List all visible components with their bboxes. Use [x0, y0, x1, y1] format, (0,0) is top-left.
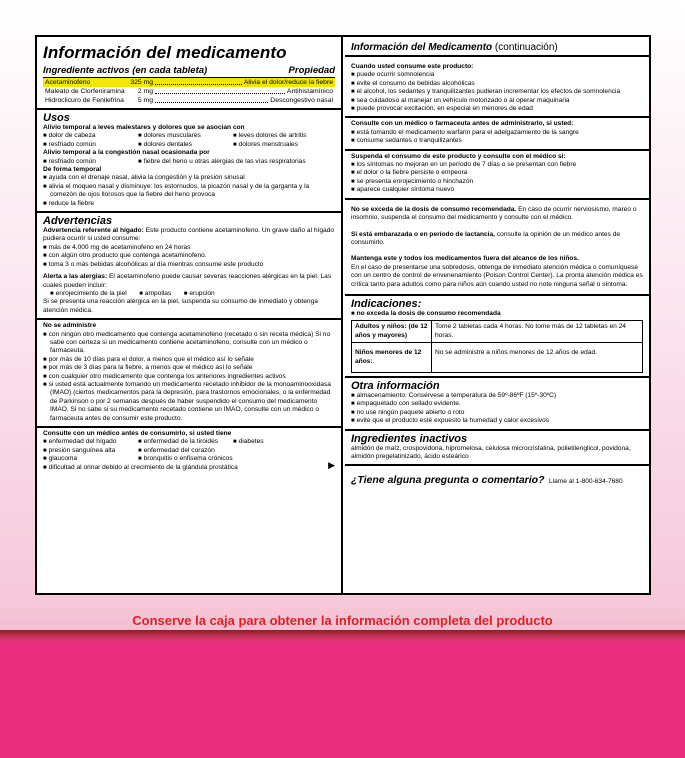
- list-item: ■ fiebre del heno u otras alergias de las vías respiratorias: [138, 158, 318, 166]
- stop-use-section: [345, 151, 649, 200]
- list-item: ■ el alcohol, los sedantes y tranquilizantes pudieran incrementar los efectos de somnolencia: [351, 88, 643, 96]
- ingredient-name: Hidroclicuro de Fenilefrina: [45, 97, 124, 104]
- leader-dots: [155, 78, 242, 85]
- table-cell-value: Tome 2 tabletas cada 4 horas. No tome más de 12 tabletas en 24 horas.: [432, 321, 643, 343]
- right-title-cont: (continuación): [494, 42, 558, 53]
- directions-table: [351, 320, 643, 373]
- list-item: ■ enfermedad de la tiroides: [138, 438, 233, 446]
- leader-dots: [155, 96, 268, 103]
- table-cell-value: No se administre a niños menores de 12 años de edad.: [432, 343, 643, 373]
- inactive-title: Ingredientes inactivos: [351, 432, 468, 445]
- allergy-after: Si se presenta una reacción alérgica en la piel, suspenda su consumo de inmediato y obtenga atención médica.: [43, 298, 318, 314]
- directions-title: Indicaciones:: [351, 297, 422, 310]
- other-info-section: [345, 378, 649, 431]
- ingredient-row: [43, 96, 335, 105]
- list-item: ■ toma 3 o más bebidas alcohólicas al día mientras consume este producto: [43, 261, 335, 269]
- list-item: ■ almacenamiento: Consérvese a temperatura de 59º-86ºF (15º-30ºC): [351, 392, 643, 400]
- questions-title: ¿Tiene alguna pregunta o comentario?: [351, 474, 545, 487]
- allergy-alert-text: El acetaminofeno puede causar severas reacciones alérgicas en la piel. Las cuales pueden incluir:: [43, 273, 332, 289]
- list-item: ■ bronquitis o enfisema crónicos: [138, 455, 233, 463]
- list-item: ■ empaquetado con sellado evidente.: [351, 400, 643, 408]
- list-item: ■ reduce la fiebre: [43, 200, 335, 208]
- ingredient-name: Acetaminofeno: [45, 79, 91, 86]
- ingredients-section: [37, 37, 341, 110]
- list-item: ■ puede provocar excitación, en especial en menores de edad: [351, 105, 643, 113]
- list-item: ■ por más de 10 días para el dolor, a menos que el médico así lo señale: [43, 356, 335, 364]
- overdose-label: No se exceda de la dosis de consumo recomendada.: [351, 205, 517, 213]
- warnings-title: Advertencias: [43, 215, 113, 228]
- list-item: ■ ayuda con el drenaje nasal, alivia la congestión y la presión sinusal: [43, 174, 335, 182]
- questions-section: [345, 466, 649, 491]
- ingredient-row: [43, 87, 335, 96]
- list-item: ■ enrojecimiento de la piel: [43, 290, 127, 297]
- list-item: ■ se presenta enrojecimiento o hinchazón: [351, 178, 643, 186]
- empty-cell: [233, 455, 323, 463]
- list-item: ■ puede ocurrir somnolencia: [351, 71, 643, 79]
- ask-pharmacist-label: Consulte con un médico o farmaceuta antes de administrarlo, si usted:: [351, 120, 574, 128]
- uses-intro: Alivio temporal a la congestión nasal ocasionada por: [43, 149, 210, 157]
- list-item: ■ por más de 3 días para la fiebre, a menos que el médico así lo señale: [43, 364, 335, 372]
- list-item: ■ con ningún otro medicamento que contenga acetaminofeno (recetado o sin receta médica) Si no sabe con certeza si un medicamento contiene acetaminofeno, consulte con un médico o farmaceuta.: [43, 331, 335, 356]
- list-item: ■ está tomando el medicamento warfarin para el adelgazamiento de la sangre: [351, 129, 643, 137]
- overdose-section: [345, 200, 649, 296]
- overdose-body: En caso de ocurrir nerviosismo, mareo o insomnio, suspenda el consumo del medicamento y consulte con el médico.: [351, 205, 637, 222]
- ingredient-purpose: Antihistamínico: [286, 88, 333, 95]
- liver-warning: [43, 227, 335, 244]
- table-cell-key: Adultos y niños: (de 12 años y mayores): [352, 321, 432, 343]
- list-item: ■ erupción: [177, 290, 215, 297]
- leader-dots: [155, 87, 285, 94]
- ingredient-amount: 325 mg: [130, 79, 153, 86]
- ingredient-row: [43, 78, 335, 87]
- list-item: ■ dolores dentales: [138, 141, 233, 149]
- list-item: ■ con algún otro producto que contenga acetaminofeno.: [43, 252, 335, 260]
- list-item: ■ con cualquier otro medicamento que contenga los anteriores ingredientes activos: [43, 373, 335, 381]
- continue-arrow-icon: ▶: [328, 460, 335, 471]
- liver-warning-label: Advertencia referente al hígado:: [43, 227, 144, 235]
- list-item: ■ evite el consumo de bebidas alcohólicas: [351, 80, 643, 88]
- ingredients-header-left: Ingrediente activos (en cada tableta): [43, 65, 208, 76]
- right-title: [351, 42, 643, 53]
- do-not-use-section: [37, 320, 341, 428]
- uses-grid: [43, 132, 335, 149]
- uses-intro: De forma temporal: [43, 166, 102, 174]
- table-row: [352, 343, 643, 373]
- list-item: ■ consume sedantes o tranquilizantes: [351, 137, 643, 145]
- drug-facts-label: [35, 35, 651, 595]
- list-item: ■ enfermedad del hígado: [43, 438, 138, 446]
- list-item: ■ aparece cualquier síntoma nuevo: [351, 186, 643, 194]
- list-item: ■ enfermedad del corazón: [138, 447, 233, 455]
- list-item: ■ dolores musculares: [138, 132, 233, 140]
- list-item: ■ resfriado común: [43, 158, 138, 166]
- left-column: [37, 37, 343, 593]
- ingredient-amount: 2 mg: [137, 88, 153, 95]
- overdose-text: [351, 206, 643, 223]
- ask-doctor-section: [37, 428, 341, 475]
- table-row: [352, 321, 643, 343]
- liver-warning-text: Este producto contiene acetaminofeno. Un grave daño al hígado pudiera ocurrir si usted consume:: [43, 227, 335, 243]
- ingredient-amount: 5 mg: [137, 97, 153, 104]
- questions-phone: Llame al 1-800-634-7680: [548, 478, 623, 486]
- pregnancy-text: [351, 231, 643, 248]
- list-item: ■ presión sanguínea alta: [43, 447, 138, 455]
- list-item: ■ dolor de cabeza: [43, 132, 138, 140]
- pregnancy-body: consulte la opinión de un médico antes de consumirlo.: [351, 230, 621, 246]
- ingredient-purpose: Alivia el dolor/reduce la fiebre: [243, 79, 333, 86]
- ingredients-header: [43, 65, 335, 78]
- when-using-label: Cuando usted consume este producto:: [351, 63, 474, 70]
- list-item: ■ alivia el moqueo nasal y disminuye: los estornudos, la picazón nasal y de la garganta y la comezón de ojos llorosos que la fiebre del heno provoca: [43, 183, 335, 200]
- table-cell-key: Niños menores de 12 años:: [352, 343, 432, 373]
- list-item: ■ dificultad al orinar debido al crecimiento de la glándula prostática: [43, 464, 335, 472]
- ask-doctor-label: Consulte con un médico antes de consumirlo, si usted tiene: [43, 430, 232, 437]
- list-item: ■ sea cuidadoso al manejar un vehículo motorizado o al operar maquinaria: [351, 97, 643, 105]
- left-title: Información del medicamento: [43, 43, 287, 62]
- list-item: ■ ampollas: [132, 290, 171, 297]
- allergy-alert-label: Alerta a las alergias:: [43, 273, 108, 281]
- stop-use-label: Suspenda el consumo de este producto y consulte con el médico si:: [351, 152, 566, 160]
- list-item: ■ glaucoma: [43, 455, 138, 463]
- right-title-section: [345, 37, 649, 57]
- list-item: ■ los síntomas no mejoran en un período de 7 días o se presentan con fiebre: [351, 161, 643, 169]
- band-shadow: [0, 630, 685, 642]
- bottom-band: [0, 630, 685, 758]
- ask-pharmacist-section: [345, 118, 649, 150]
- list-item: ■ el dolor o la fiebre persiste o empeora: [351, 169, 643, 177]
- ask-doctor-grid: [43, 438, 335, 463]
- list-item: ■ leves dolores de artritis: [233, 132, 323, 140]
- list-item: ■ si usted está actualmente tomando un medicamento recetado inhibidor de la monoaminooxidasa (IMAO) (ciertos medicamentos para la depresión, para trastornos emocionales, o la enfermedad de Parkinson o por 2 semanas después de haber suspendido el consumo del medicamento IMAO. Si no sabe si su medicamento recetado contiene un IMAO, consulte con un médico o farmaceuta antes de consumir este producto.: [43, 381, 335, 423]
- footer-note: Conserve la caja para obtener la información completa del producto: [132, 613, 553, 628]
- list-item: ■ no use ningún paquete abierto o roto: [351, 409, 643, 417]
- uses-grid: [43, 158, 335, 166]
- empty-cell: [233, 447, 323, 455]
- list-item: ■ evite que el producto esté expuesto la humedad y calor excesivos: [351, 417, 643, 425]
- other-info-title: Otra información: [351, 379, 440, 392]
- uses-intro: Alivio temporal a leves malestares y dolores que se asocian con: [43, 124, 245, 131]
- allergy-alert: [43, 273, 335, 290]
- warnings-section: [37, 213, 341, 320]
- directions-note: ■ no exceda la dosis de consumo recomendada: [351, 310, 643, 318]
- list-item: ■ resfriado común: [43, 141, 138, 149]
- right-title-main: Información del Medicamento: [351, 42, 493, 53]
- inactive-ingredients-section: [345, 431, 649, 467]
- ingredient-name: Maleato de Clorfeniramina: [45, 88, 125, 95]
- do-not-use-label: No se administre: [43, 322, 97, 330]
- keep-away-text: En el caso de presentarse una sobredosis, obtenga de inmediato atención médica o comuníquese con un centro de control de envenenamiento (Poison Control Center). La pronta atención médica es crítica tanto para adultos como para niños aún cuando usted no note ninguna señal o síntoma.: [351, 263, 643, 288]
- list-item: ■ diabetes: [233, 438, 323, 446]
- when-using-section: [345, 57, 649, 118]
- list-item: ■ más de 4,000 mg de acetaminofeno en 24 horas: [43, 244, 335, 252]
- keep-away-label: Mantenga este y todos los medicamentos fuera del alcance de los niños.: [351, 255, 579, 263]
- ingredient-purpose: Descongestivo nasal: [270, 97, 333, 104]
- inactive-text: almidón de maíz, crospovidona, hipromelosa, celulosa microcristalina, polietilenglicol, povidona, almidón pregelatinizado, ácido esteárico: [351, 444, 631, 460]
- list-item: ■ dolores menstruales: [233, 141, 323, 149]
- directions-section: [345, 296, 649, 378]
- uses-section: [37, 110, 341, 213]
- allergy-items: [43, 290, 335, 298]
- pregnancy-label: Si está embarazada o en período de lactancia,: [351, 230, 496, 238]
- right-column: [345, 37, 649, 593]
- uses-title: Usos: [43, 112, 70, 124]
- ingredients-header-right: Propiedad: [288, 65, 335, 76]
